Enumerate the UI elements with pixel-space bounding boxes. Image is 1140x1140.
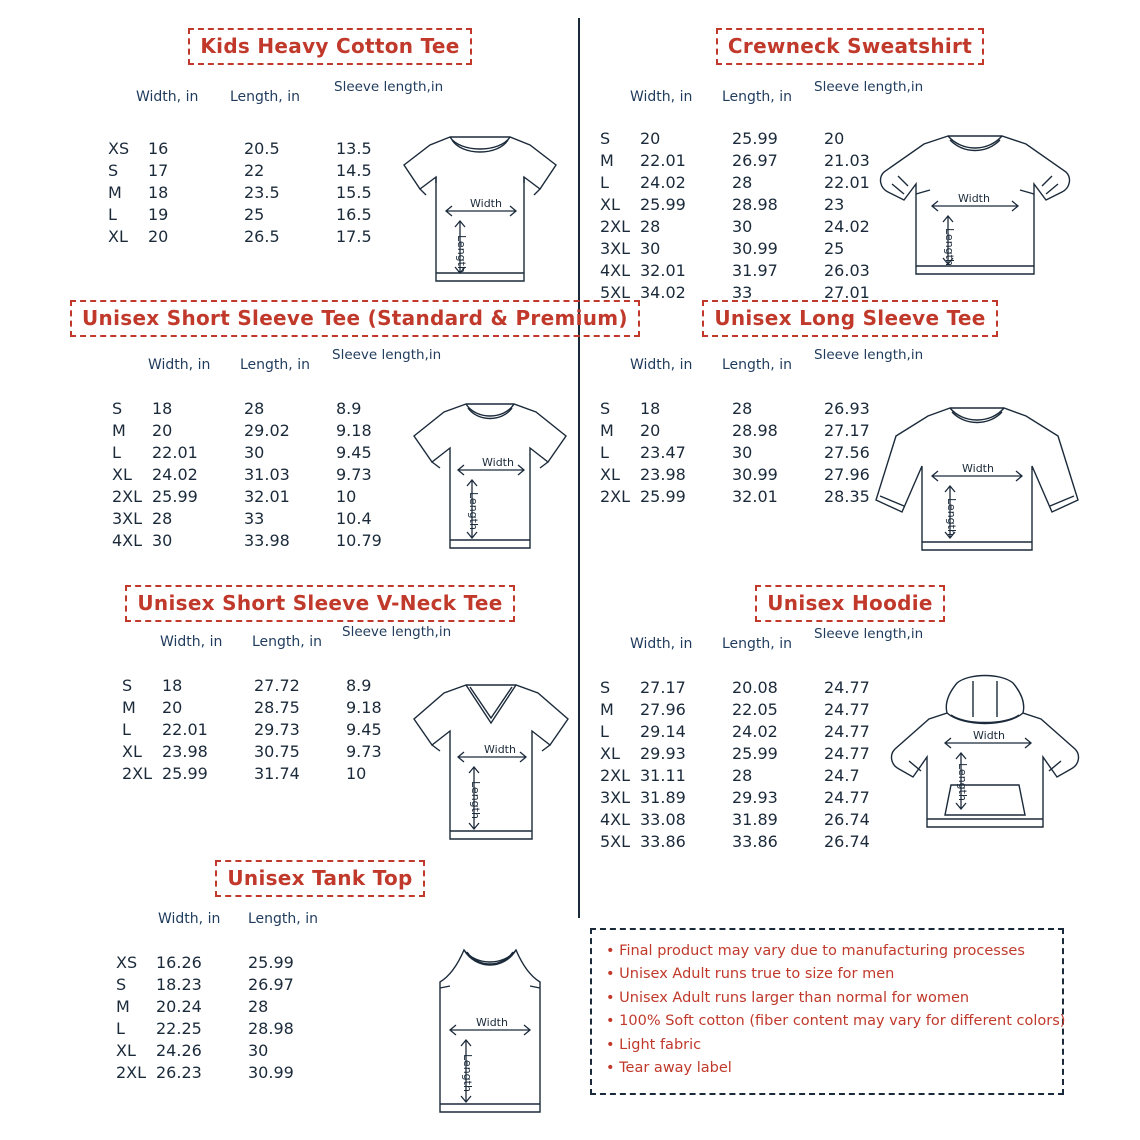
cell-size: S [112, 399, 123, 418]
cell-length: 25.99 [732, 129, 778, 148]
cell-size: S [108, 161, 119, 180]
title-wrap [90, 28, 570, 65]
cell-length: 31.97 [732, 261, 778, 280]
cell-width: 18.23 [156, 975, 202, 994]
table-row [600, 809, 904, 831]
cell-length: 28.98 [248, 1019, 294, 1038]
cell-width: 22.01 [162, 720, 208, 739]
table-row [116, 996, 340, 1018]
cell-width: 16 [148, 139, 169, 158]
table-row [600, 238, 904, 260]
cell-length: 28.98 [732, 195, 778, 214]
column-header-length: Length, in [722, 636, 792, 652]
cell-length: 22.05 [732, 700, 778, 719]
cell-size: 2XL [600, 766, 631, 785]
cell-width: 31.89 [640, 788, 686, 807]
table-row [108, 182, 416, 204]
cell-width: 30 [152, 531, 173, 550]
table-row [600, 464, 904, 486]
cell-width: 27.17 [640, 678, 686, 697]
column-header-sleeve: Sleeve length,in [814, 347, 924, 363]
cell-width: 29.93 [640, 744, 686, 763]
table-row [116, 1040, 340, 1062]
cell-size: XL [122, 742, 142, 761]
size-table-unisex-long-sleeve-tee [600, 398, 904, 508]
table-row [600, 831, 904, 853]
cell-width: 25.99 [152, 487, 198, 506]
cell-width: 23.98 [162, 742, 208, 761]
column-header-width: Width, in [148, 357, 211, 373]
cell-size: XL [108, 227, 128, 246]
cell-length: 29.02 [244, 421, 290, 440]
cell-length: 26.97 [248, 975, 294, 994]
column-header-width: Width, in [630, 357, 693, 373]
cell-length: 27.72 [254, 676, 300, 695]
cell-size: 3XL [600, 239, 631, 258]
cell-length: 30 [248, 1041, 269, 1060]
cell-size: M [600, 700, 614, 719]
cell-size: XS [116, 953, 138, 972]
cell-length: 23.5 [244, 183, 280, 202]
size-table-unisex-tank-top [116, 952, 340, 1084]
cell-sleeve: 26.74 [824, 810, 870, 829]
cell-sleeve: 26.03 [824, 261, 870, 280]
cell-size: 5XL [600, 832, 631, 851]
cell-sleeve: 24.02 [824, 217, 870, 236]
cell-width: 29.14 [640, 722, 686, 741]
cell-sleeve: 27.17 [824, 421, 870, 440]
cell-width: 28 [152, 509, 173, 528]
cell-sleeve: 10.79 [336, 531, 382, 550]
cell-size: XL [112, 465, 132, 484]
title-wrap [70, 300, 628, 337]
table-row [600, 172, 904, 194]
section-unisex-long-sleeve-tee [600, 300, 1100, 536]
column-header-sleeve: Sleeve length,in [342, 624, 452, 640]
table-row [122, 763, 426, 785]
section-title: Unisex Short Sleeve V-Neck Tee [125, 585, 514, 622]
cell-sleeve: 9.18 [336, 421, 372, 440]
column-header-width: Width, in [630, 636, 693, 652]
cell-sleeve: 24.77 [824, 722, 870, 741]
cell-sleeve: 26.74 [824, 832, 870, 851]
cell-length: 33 [732, 283, 753, 302]
size-table-unisex-short-sleeve-tee [112, 398, 416, 552]
cell-sleeve: 26.93 [824, 399, 870, 418]
column-header-width: Width, in [160, 634, 223, 650]
measurement-label-length: Length [469, 781, 482, 819]
cell-size: 3XL [112, 509, 143, 528]
table-row [122, 697, 426, 719]
table-row [112, 464, 416, 486]
table-row [600, 442, 904, 464]
column-header-sleeve: Sleeve length,in [814, 79, 924, 95]
cell-length: 20.08 [732, 678, 778, 697]
cell-size: 2XL [600, 217, 631, 236]
table-row [600, 787, 904, 809]
cell-sleeve: 23 [824, 195, 845, 214]
cell-size: M [600, 421, 614, 440]
table-row [600, 216, 904, 238]
section-title: Unisex Short Sleeve Tee (Standard & Premium) [70, 300, 640, 337]
title-wrap [600, 300, 1100, 337]
cell-width: 28 [640, 217, 661, 236]
cell-size: M [116, 997, 130, 1016]
cell-sleeve: 28.35 [824, 487, 870, 506]
cell-width: 26.23 [156, 1063, 202, 1082]
measurement-label-length: Length [945, 498, 958, 536]
section-kids-heavy-cotton-tee [90, 28, 570, 273]
cell-size: L [112, 443, 121, 462]
cell-length: 33.86 [732, 832, 778, 851]
cell-size: 2XL [600, 487, 631, 506]
cell-size: S [116, 975, 127, 994]
size-table-unisex-short-sleeve-v-neck-tee [122, 675, 426, 785]
cell-width: 25.99 [162, 764, 208, 783]
cell-width: 24.02 [152, 465, 198, 484]
cell-width: 33.86 [640, 832, 686, 851]
cell-length: 28 [732, 173, 753, 192]
cell-size: L [108, 205, 117, 224]
section-unisex-hoodie [600, 585, 1100, 851]
section-title: Unisex Tank Top [215, 860, 424, 897]
cell-length: 32.01 [732, 487, 778, 506]
size-table-kids-heavy-cotton-tee [108, 138, 416, 248]
note-item: • Light fabric [606, 1036, 702, 1053]
table-row [108, 138, 416, 160]
cell-length: 24.02 [732, 722, 778, 741]
title-wrap [600, 28, 1100, 65]
table-row [112, 530, 416, 552]
cell-size: L [116, 1019, 125, 1038]
cell-length: 30.75 [254, 742, 300, 761]
cell-width: 33.08 [640, 810, 686, 829]
table-row [112, 442, 416, 464]
cell-sleeve: 24.77 [824, 678, 870, 697]
cell-sleeve: 9.18 [346, 698, 382, 717]
cell-sleeve: 21.03 [824, 151, 870, 170]
cell-size: 2XL [122, 764, 153, 783]
cell-sleeve: 10 [336, 487, 357, 506]
cell-sleeve: 9.73 [336, 465, 372, 484]
cell-width: 20.24 [156, 997, 202, 1016]
table-row [600, 721, 904, 743]
cell-width: 20 [162, 698, 183, 717]
cell-width: 22.25 [156, 1019, 202, 1038]
note-item: • Unisex Adult runs larger than normal for women [606, 989, 970, 1006]
table-row [122, 675, 426, 697]
table-row [108, 226, 416, 248]
cell-sleeve: 27.01 [824, 283, 870, 302]
measurement-label-length: Length [467, 492, 480, 530]
cell-sleeve: 10.4 [336, 509, 372, 528]
column-header-length: Length, in [252, 634, 322, 650]
cell-sleeve: 24.77 [824, 744, 870, 763]
cell-size: S [600, 129, 611, 148]
cell-size: S [600, 399, 611, 418]
cell-width: 23.47 [640, 443, 686, 462]
cell-length: 25.99 [732, 744, 778, 763]
measurement-label-length: Length [956, 763, 969, 801]
cell-width: 18 [640, 399, 661, 418]
cell-length: 25 [244, 205, 265, 224]
cell-sleeve: 27.96 [824, 465, 870, 484]
cell-sleeve: 25 [824, 239, 845, 258]
measurement-label-width: Width [470, 197, 502, 210]
cell-length: 22 [244, 161, 265, 180]
column-header-length: Length, in [722, 89, 792, 105]
cell-width: 23.98 [640, 465, 686, 484]
cell-width: 22.01 [152, 443, 198, 462]
table-row [600, 486, 904, 508]
kids-tee-diagram [390, 113, 570, 303]
cell-length: 31.03 [244, 465, 290, 484]
cell-width: 16.26 [156, 953, 202, 972]
cell-width: 18 [162, 676, 183, 695]
table-row [108, 160, 416, 182]
note-item: • Final product may vary due to manufacturing processes [606, 943, 1025, 959]
column-header-width: Width, in [136, 89, 199, 105]
cell-width: 18 [148, 183, 169, 202]
cell-length: 32.01 [244, 487, 290, 506]
cell-width: 20 [148, 227, 169, 246]
cell-sleeve: 24.7 [824, 766, 860, 785]
table-row [600, 420, 904, 442]
cell-length: 26.5 [244, 227, 280, 246]
cell-sleeve: 24.77 [824, 788, 870, 807]
cell-length: 31.74 [254, 764, 300, 783]
crewneck-diagram [870, 106, 1080, 296]
measurement-label-width: Width [958, 192, 990, 205]
cell-width: 27.96 [640, 700, 686, 719]
column-header-length: Length, in [722, 357, 792, 373]
table-row [122, 719, 426, 741]
cell-length: 28 [248, 997, 269, 1016]
table-row [112, 508, 416, 530]
section-unisex-tank-top [80, 860, 560, 1092]
hoodie-diagram [885, 661, 1085, 846]
column-header-width: Width, in [630, 89, 693, 105]
table-row [116, 1062, 340, 1084]
cell-sleeve: 16.5 [336, 205, 372, 224]
cell-sleeve: 27.56 [824, 443, 870, 462]
cell-size: 2XL [116, 1063, 147, 1082]
cell-size: 2XL [112, 487, 143, 506]
cell-sleeve: 8.9 [346, 676, 372, 695]
cell-size: S [122, 676, 133, 695]
cell-size: L [600, 173, 609, 192]
measurement-label-width: Width [962, 462, 994, 475]
cell-sleeve: 9.45 [336, 443, 372, 462]
cell-length: 29.73 [254, 720, 300, 739]
cell-length: 25.99 [248, 953, 294, 972]
cell-sleeve: 15.5 [336, 183, 372, 202]
section-title: Unisex Hoodie [755, 585, 945, 622]
table-row [108, 204, 416, 226]
cell-width: 32.01 [640, 261, 686, 280]
cell-size: M [108, 183, 122, 202]
cell-width: 30 [640, 239, 661, 258]
section-unisex-short-sleeve-v-neck-tee [80, 585, 560, 819]
cell-length: 30 [732, 217, 753, 236]
cell-width: 24.26 [156, 1041, 202, 1060]
cell-sleeve: 14.5 [336, 161, 372, 180]
cell-size: M [112, 421, 126, 440]
cell-size: XL [600, 195, 620, 214]
cell-size: XL [600, 744, 620, 763]
note-item: • Tear away label [606, 1060, 732, 1077]
tank-top-diagram [410, 936, 570, 1131]
cell-size: XL [116, 1041, 136, 1060]
table-row [122, 741, 426, 763]
cell-width: 20 [640, 129, 661, 148]
table-row [600, 194, 904, 216]
table-row [600, 150, 904, 172]
note-item: • Unisex Adult runs true to size for men [606, 966, 895, 983]
column-header-width: Width, in [158, 911, 221, 927]
size-table-crewneck-sweatshirt [600, 128, 904, 304]
column-header-sleeve: Sleeve length,in [334, 79, 444, 95]
cell-length: 33.98 [244, 531, 290, 550]
cell-width: 31.11 [640, 766, 686, 785]
title-wrap [600, 585, 1100, 622]
table-row [112, 398, 416, 420]
cell-sleeve: 17.5 [336, 227, 372, 246]
cell-length: 30 [732, 443, 753, 462]
measurement-label-width: Width [476, 1016, 508, 1029]
cell-size: L [600, 722, 609, 741]
table-row [600, 398, 904, 420]
cell-length: 30.99 [248, 1063, 294, 1082]
column-header-length: Length, in [240, 357, 310, 373]
size-table-unisex-hoodie [600, 677, 904, 853]
cell-width: 20 [640, 421, 661, 440]
v-neck-tee-diagram [398, 661, 583, 861]
section-title: Crewneck Sweatshirt [716, 28, 984, 65]
cell-sleeve: 8.9 [336, 399, 362, 418]
title-wrap [80, 860, 560, 897]
section-unisex-short-sleeve-tee [70, 300, 628, 550]
title-wrap [80, 585, 560, 622]
cell-size: XL [600, 465, 620, 484]
measurement-label-width: Width [482, 456, 514, 469]
cell-length: 30 [244, 443, 265, 462]
cell-size: 4XL [600, 261, 631, 280]
column-header-sleeve: Sleeve length,in [332, 347, 442, 363]
measurement-label-length: Length [455, 235, 468, 273]
cell-length: 33 [244, 509, 265, 528]
cell-size: 4XL [600, 810, 631, 829]
cell-size: 4XL [112, 531, 143, 550]
cell-width: 25.99 [640, 487, 686, 506]
cell-length: 28.98 [732, 421, 778, 440]
section-crewneck-sweatshirt [600, 28, 1100, 302]
cell-sleeve: 10 [346, 764, 367, 783]
cell-width: 24.02 [640, 173, 686, 192]
notes-box [590, 928, 1064, 1095]
table-row [600, 260, 904, 282]
cell-size: 3XL [600, 788, 631, 807]
column-header-sleeve: Sleeve length,in [814, 626, 924, 642]
table-row [600, 677, 904, 699]
cell-size: S [600, 678, 611, 697]
column-header-length: Length, in [230, 89, 300, 105]
cell-sleeve: 24.77 [824, 700, 870, 719]
cell-size: L [122, 720, 131, 739]
cell-length: 28 [732, 766, 753, 785]
measurement-label-length: Length [461, 1054, 474, 1092]
table-row [600, 765, 904, 787]
cell-width: 25.99 [640, 195, 686, 214]
cell-width: 18 [152, 399, 173, 418]
cell-width: 19 [148, 205, 169, 224]
cell-width: 17 [148, 161, 169, 180]
cell-sleeve: 9.45 [346, 720, 382, 739]
table-row [116, 952, 340, 974]
cell-length: 26.97 [732, 151, 778, 170]
cell-size: 5XL [600, 283, 631, 302]
cell-width: 20 [152, 421, 173, 440]
table-row [116, 974, 340, 996]
cell-size: M [600, 151, 614, 170]
cell-width: 22.01 [640, 151, 686, 170]
table-row [112, 420, 416, 442]
measurement-label-length: Length [943, 228, 956, 266]
cell-sleeve: 20 [824, 129, 845, 148]
cell-sleeve: 13.5 [336, 139, 372, 158]
section-title: Kids Heavy Cotton Tee [188, 28, 471, 65]
note-item: • 100% Soft cotton (fiber content may vary for different colors) [606, 1013, 1066, 1030]
cell-length: 28 [244, 399, 265, 418]
table-row [600, 699, 904, 721]
cell-sleeve: 9.73 [346, 742, 382, 761]
cell-size: XS [108, 139, 130, 158]
long-sleeve-tee-diagram [870, 380, 1085, 570]
cell-size: M [122, 698, 136, 717]
cell-length: 20.5 [244, 139, 280, 158]
measurement-label-width: Width [973, 729, 1005, 742]
cell-length: 29.93 [732, 788, 778, 807]
cell-length: 30.99 [732, 239, 778, 258]
measurement-label-width: Width [484, 743, 516, 756]
cell-width: 34.02 [640, 283, 686, 302]
column-header-length: Length, in [248, 911, 318, 927]
cell-length: 28.75 [254, 698, 300, 717]
cell-size: L [600, 443, 609, 462]
cell-length: 30.99 [732, 465, 778, 484]
short-sleeve-tee-diagram [400, 378, 580, 568]
cell-length: 28 [732, 399, 753, 418]
cell-sleeve: 22.01 [824, 173, 870, 192]
table-row [112, 486, 416, 508]
section-title: Unisex Long Sleeve Tee [702, 300, 997, 337]
table-row [116, 1018, 340, 1040]
table-row [600, 743, 904, 765]
cell-length: 31.89 [732, 810, 778, 829]
table-row [600, 128, 904, 150]
